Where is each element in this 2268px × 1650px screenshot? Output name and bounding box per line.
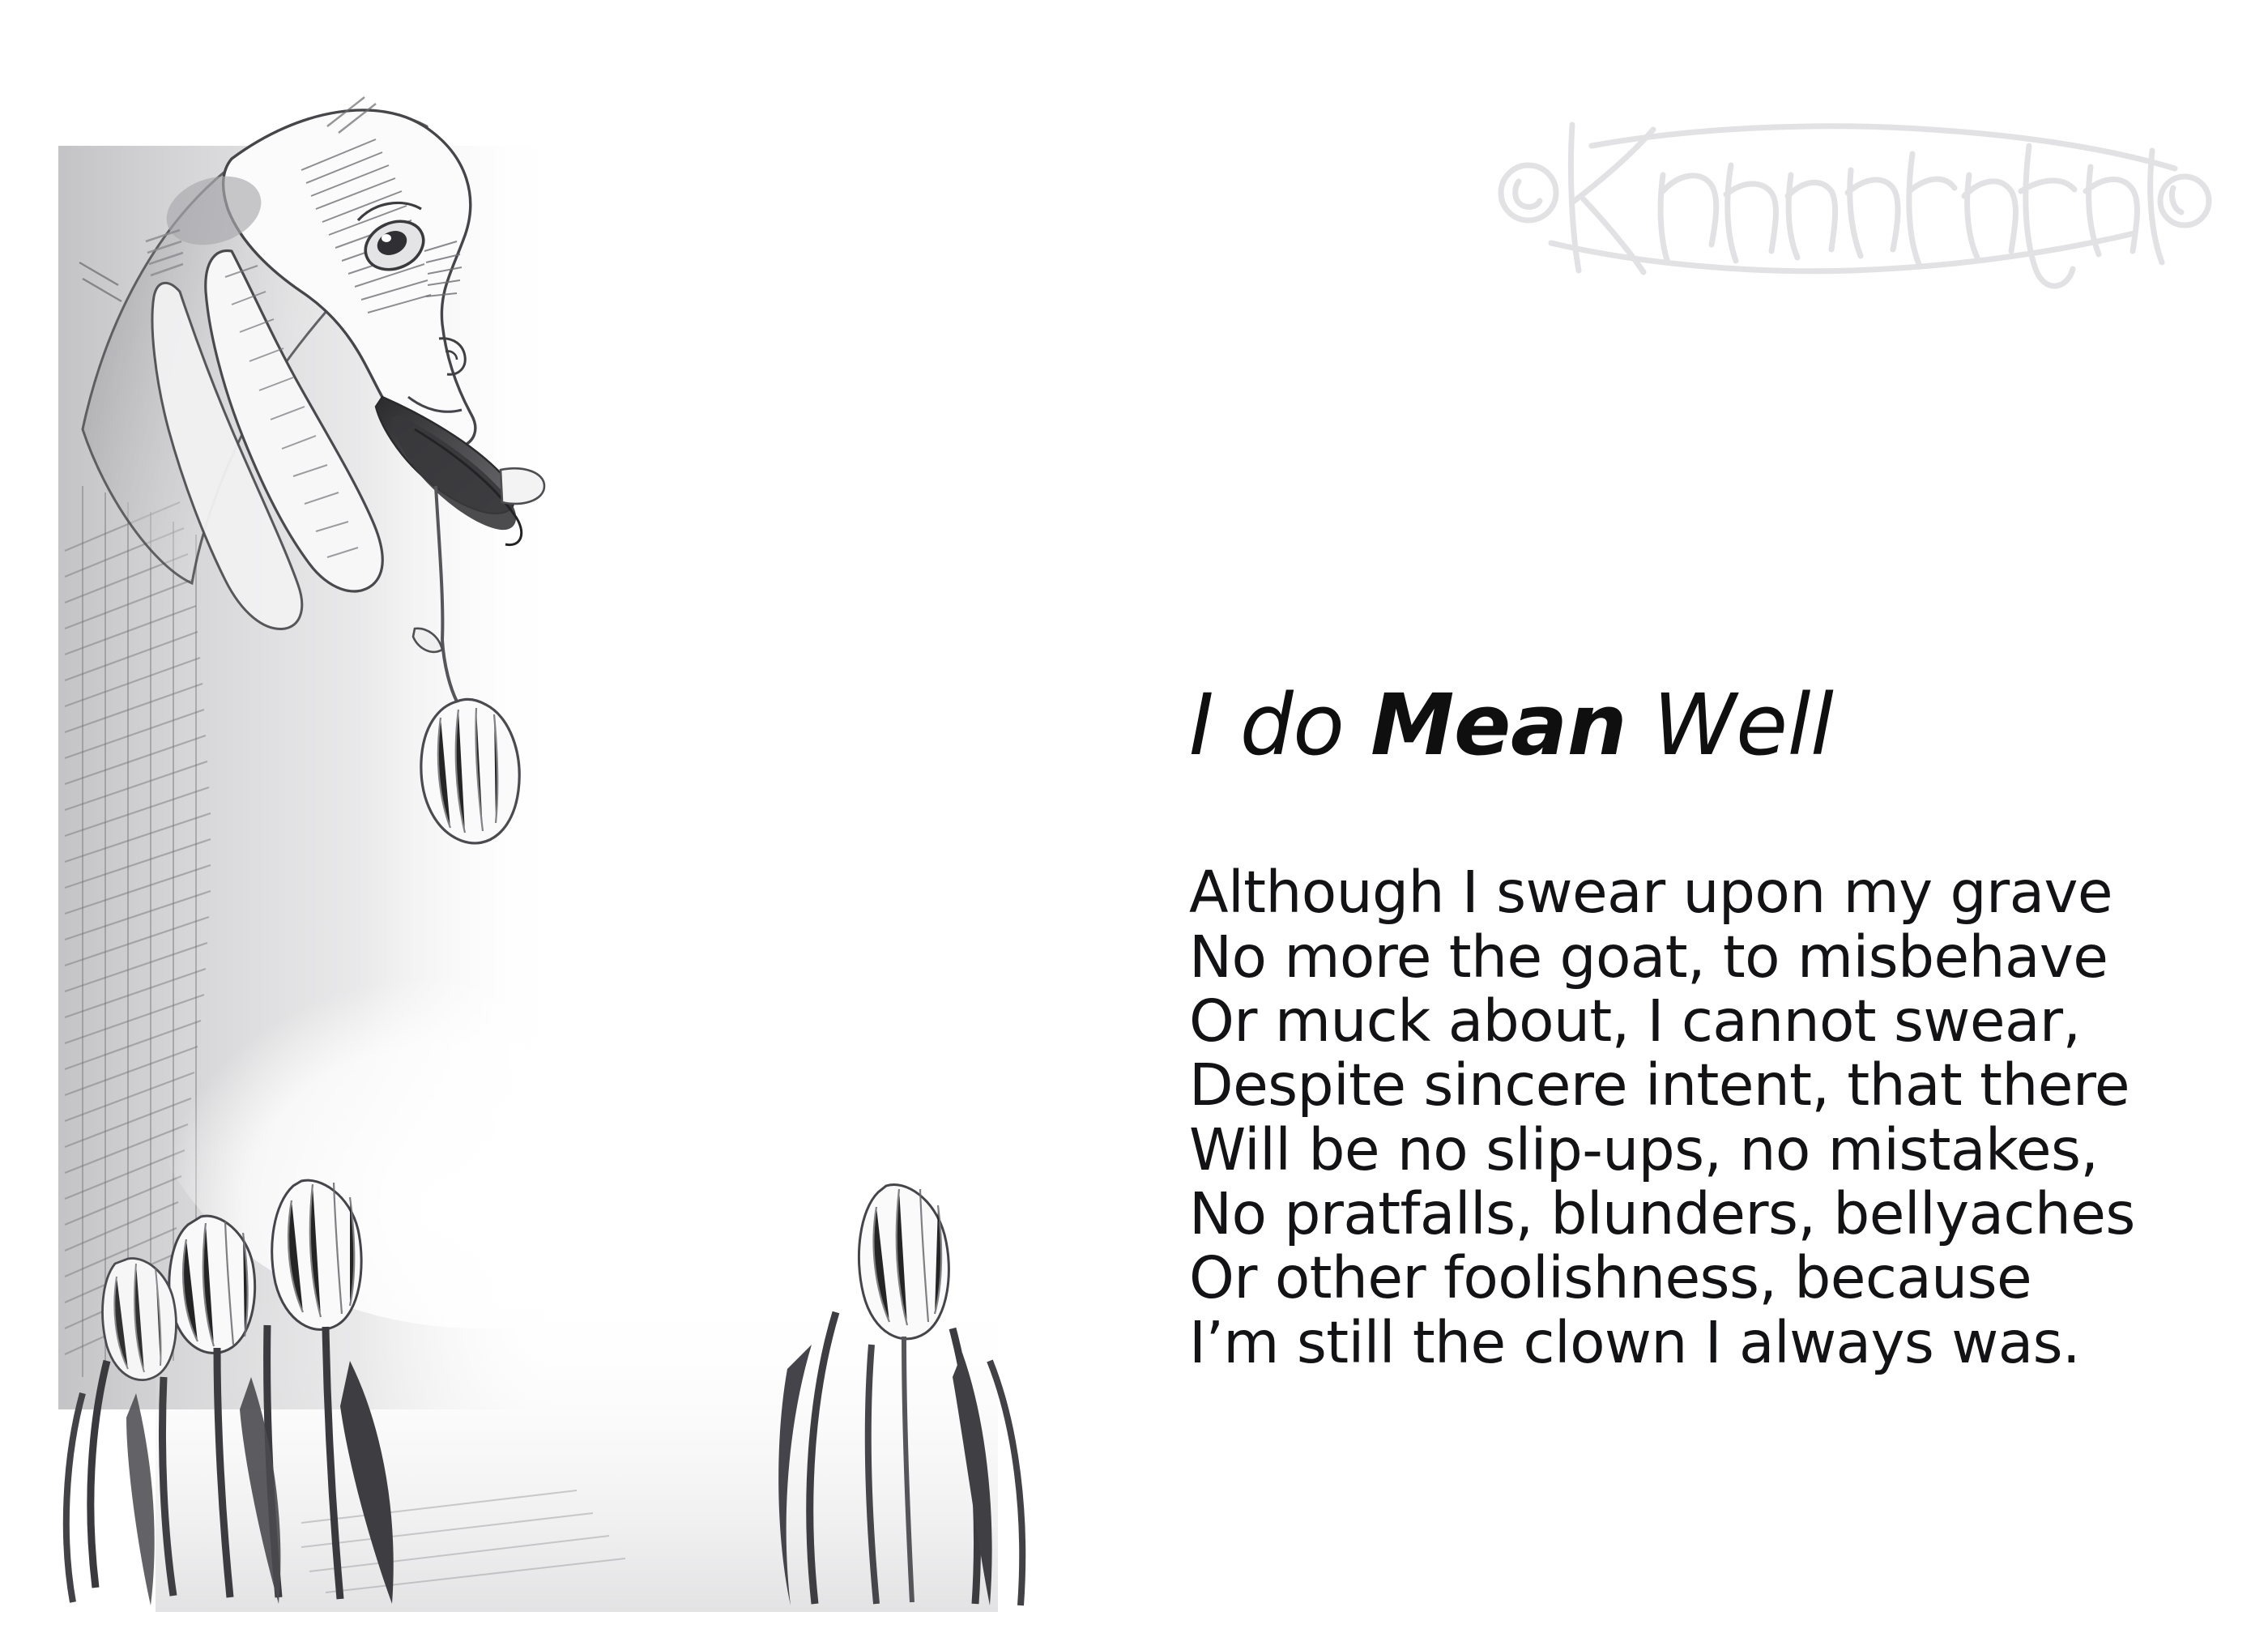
poem-line: Will be no slip-ups, no mistakes,	[1189, 1115, 2099, 1183]
poem-block	[1189, 676, 2234, 1376]
poem-title	[1189, 676, 2234, 774]
artist-signature-watermark	[1494, 97, 2223, 292]
poem-line: Although I swear upon my grave	[1189, 859, 2113, 927]
poem-title-post: Well	[1626, 676, 1834, 774]
poem-title-emphasis: Mean	[1370, 676, 1627, 774]
goat-tulips-illustration	[58, 49, 1103, 1612]
poem-stanza	[1189, 860, 2234, 1375]
poem-line: Or other foolishness, because	[1189, 1244, 2032, 1312]
poem-line: No pratfalls, blunders, bellyaches	[1189, 1180, 2135, 1248]
poem-title-pre: I do	[1189, 676, 1371, 774]
poem-line: No more the goat, to misbehave	[1189, 923, 2108, 991]
poem-line: Despite sincere intent, that there	[1189, 1051, 2129, 1119]
poem-line: I’m still the clown I always was.	[1189, 1308, 2080, 1376]
poem-line: Or muck about, I cannot swear,	[1189, 987, 2081, 1055]
